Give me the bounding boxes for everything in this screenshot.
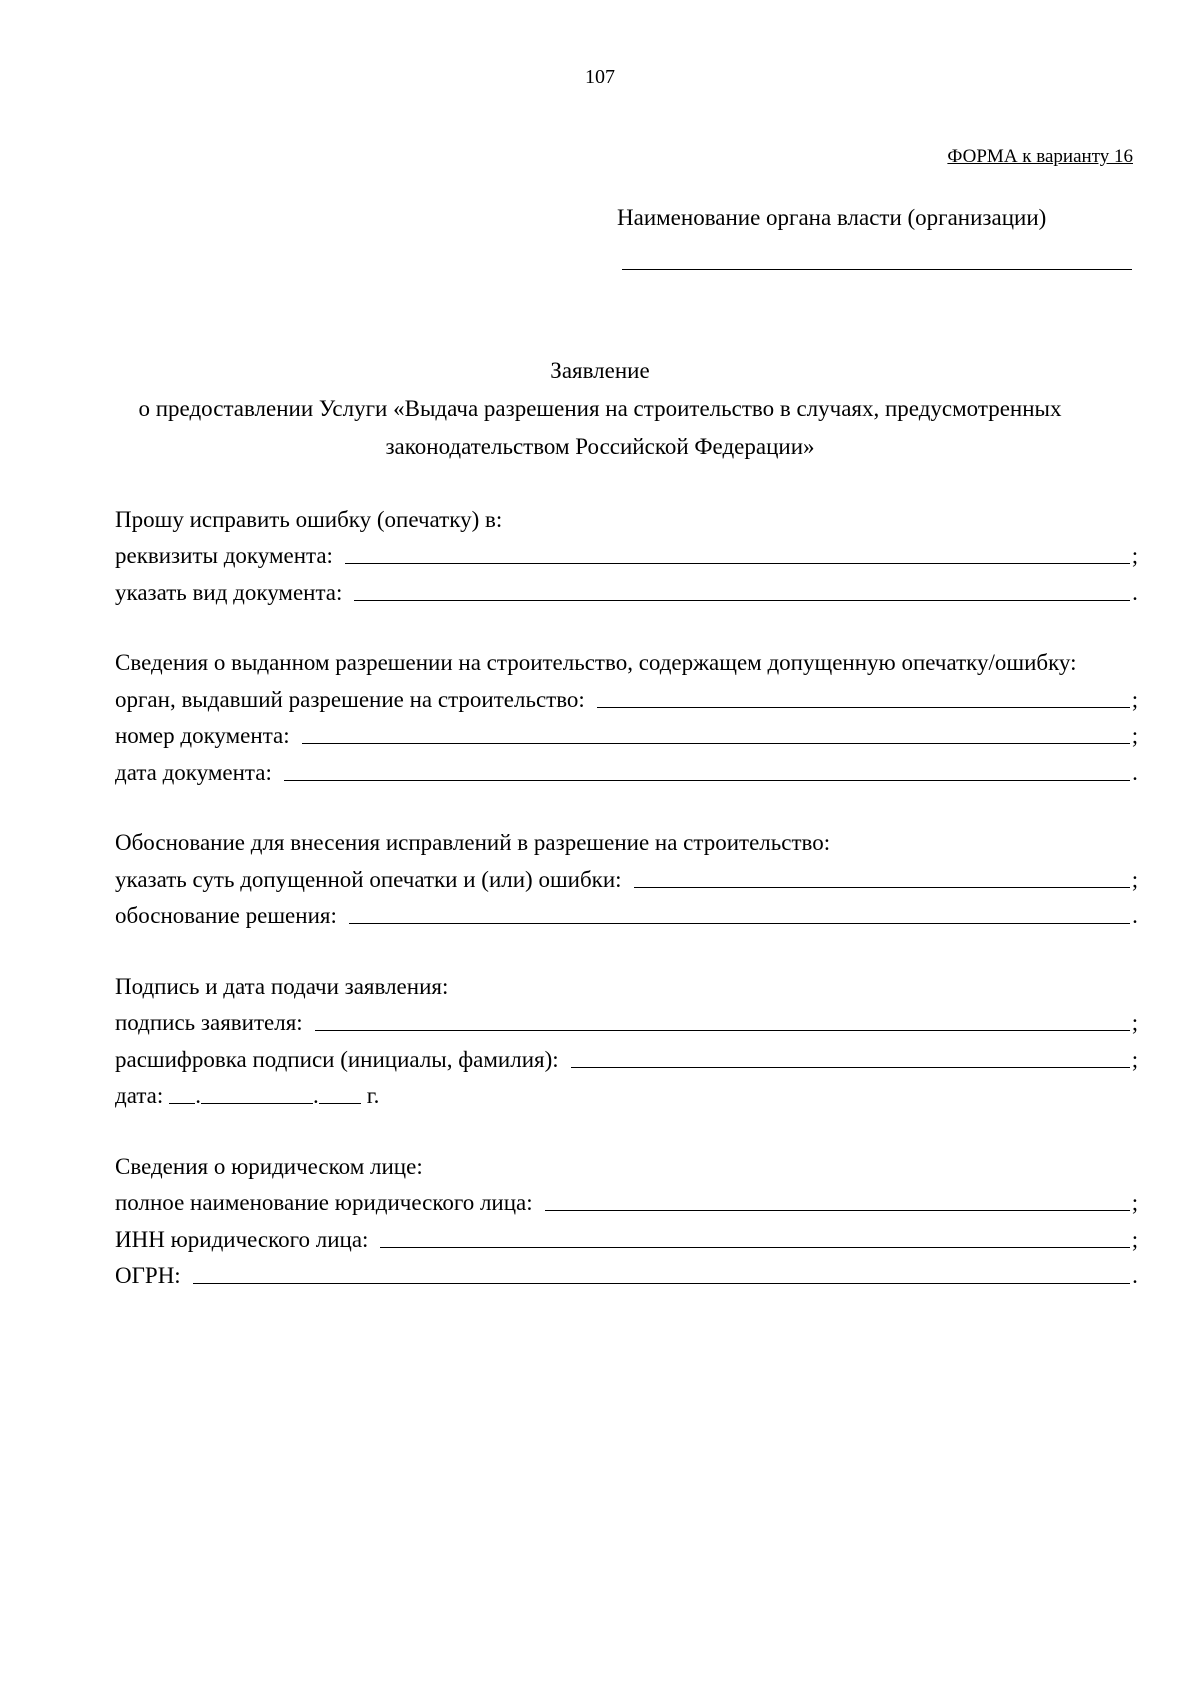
date-label: дата: (115, 1083, 164, 1108)
field-end-punct: . (1132, 903, 1138, 928)
field-label: номер документа: (115, 723, 290, 748)
decision-basis-field[interactable] (349, 899, 1130, 924)
section-justification (115, 820, 1140, 930)
signature-transcript-field[interactable] (571, 1043, 1130, 1068)
field-end-punct: ; (1131, 1010, 1139, 1035)
authority-name-field[interactable] (622, 269, 1132, 270)
field-label: реквизиты документа: (115, 543, 333, 568)
date-year-field[interactable] (319, 1079, 361, 1104)
field-end-punct: . (1132, 579, 1138, 605)
section-permit (115, 640, 1140, 786)
field-label: обоснование решения: (115, 903, 337, 928)
field-label: расшифровка подписи (инициалы, фамилия): (115, 1046, 559, 1072)
section-legal-entity (115, 1143, 1140, 1289)
date-day-field[interactable] (169, 1079, 195, 1104)
field-label: указать вид документа: (115, 579, 343, 605)
title-line-2: о предоставлении Услуги «Выдача разрешения на строительство в случаях, предусмотренных (138, 396, 1062, 421)
field-label: орган, выдавший разрешение на строительство: (115, 686, 585, 712)
error-essence-field[interactable] (634, 863, 1130, 888)
document-type-field[interactable] (354, 576, 1130, 601)
document-title (0, 352, 1200, 466)
field-end-punct: ; (1131, 686, 1139, 712)
entity-full-name-field[interactable] (545, 1186, 1130, 1211)
field-end-punct: ; (1131, 866, 1139, 892)
field-end-punct: ; (1131, 543, 1139, 568)
field-row-document-date (115, 749, 1140, 786)
form-body (115, 496, 1140, 1323)
field-row-submission-date (115, 1073, 1140, 1110)
section-heading: Сведения о выданном разрешении на строительство, содержащем допущенную опечатку/ошибку: (115, 650, 1077, 675)
field-end-punct: . (1132, 759, 1138, 785)
document-details-field[interactable] (345, 539, 1130, 564)
field-row-error-essence (115, 856, 1140, 893)
field-row-entity-inn (115, 1216, 1140, 1253)
authority-label: Наименование органа власти (организации) (617, 205, 1047, 230)
field-end-punct: ; (1131, 1046, 1139, 1072)
field-end-punct: ; (1131, 723, 1139, 748)
date-separator: . (313, 1083, 319, 1108)
field-row-signature-transcript (115, 1036, 1140, 1073)
entity-ogrn-field[interactable] (193, 1259, 1130, 1284)
applicant-signature-field[interactable] (315, 1006, 1130, 1031)
section-correction (115, 496, 1140, 606)
field-row-entity-name (115, 1180, 1140, 1217)
field-label: полное наименование юридического лица: (115, 1190, 533, 1215)
field-row-entity-ogrn (115, 1253, 1140, 1290)
form-variant-label: ФОРМА к варианту 16 (947, 146, 1133, 167)
field-label: подпись заявителя: (115, 1010, 303, 1035)
field-end-punct: ; (1131, 1226, 1139, 1252)
field-label: ИНН юридического лица: (115, 1226, 369, 1252)
page-number: 107 (585, 66, 615, 88)
section-heading: Подпись и дата подачи заявления: (115, 973, 449, 999)
field-row-issuing-authority (115, 676, 1140, 713)
issuing-authority-field[interactable] (597, 683, 1130, 708)
entity-inn-field[interactable] (380, 1223, 1130, 1248)
field-end-punct: . (1132, 1263, 1138, 1288)
field-row-document-details (115, 533, 1140, 570)
document-number-field[interactable] (302, 719, 1130, 744)
section-signature (115, 963, 1140, 1109)
field-row-applicant-signature (115, 1000, 1140, 1037)
date-separator: . (195, 1083, 201, 1108)
date-year-suffix: г. (366, 1083, 380, 1108)
document-date-field[interactable] (284, 756, 1130, 781)
section-heading: Сведения о юридическом лице: (115, 1153, 423, 1179)
title-line-3: законодательством Российской Федерации» (385, 434, 815, 459)
field-label: дата документа: (115, 759, 272, 785)
date-month-field[interactable] (201, 1079, 313, 1104)
field-label: ОГРН: (115, 1263, 181, 1288)
field-end-punct: ; (1131, 1190, 1139, 1215)
field-row-document-type (115, 569, 1140, 606)
section-heading: Прошу исправить ошибку (опечатку) в: (115, 506, 503, 532)
section-heading: Обоснование для внесения исправлений в разрешение на строительство: (115, 830, 831, 855)
title-line-1: Заявление (550, 358, 650, 383)
field-row-document-number (115, 713, 1140, 750)
field-row-decision-basis (115, 893, 1140, 930)
field-label: указать суть допущенной опечатки и (или) ошибки: (115, 866, 622, 892)
